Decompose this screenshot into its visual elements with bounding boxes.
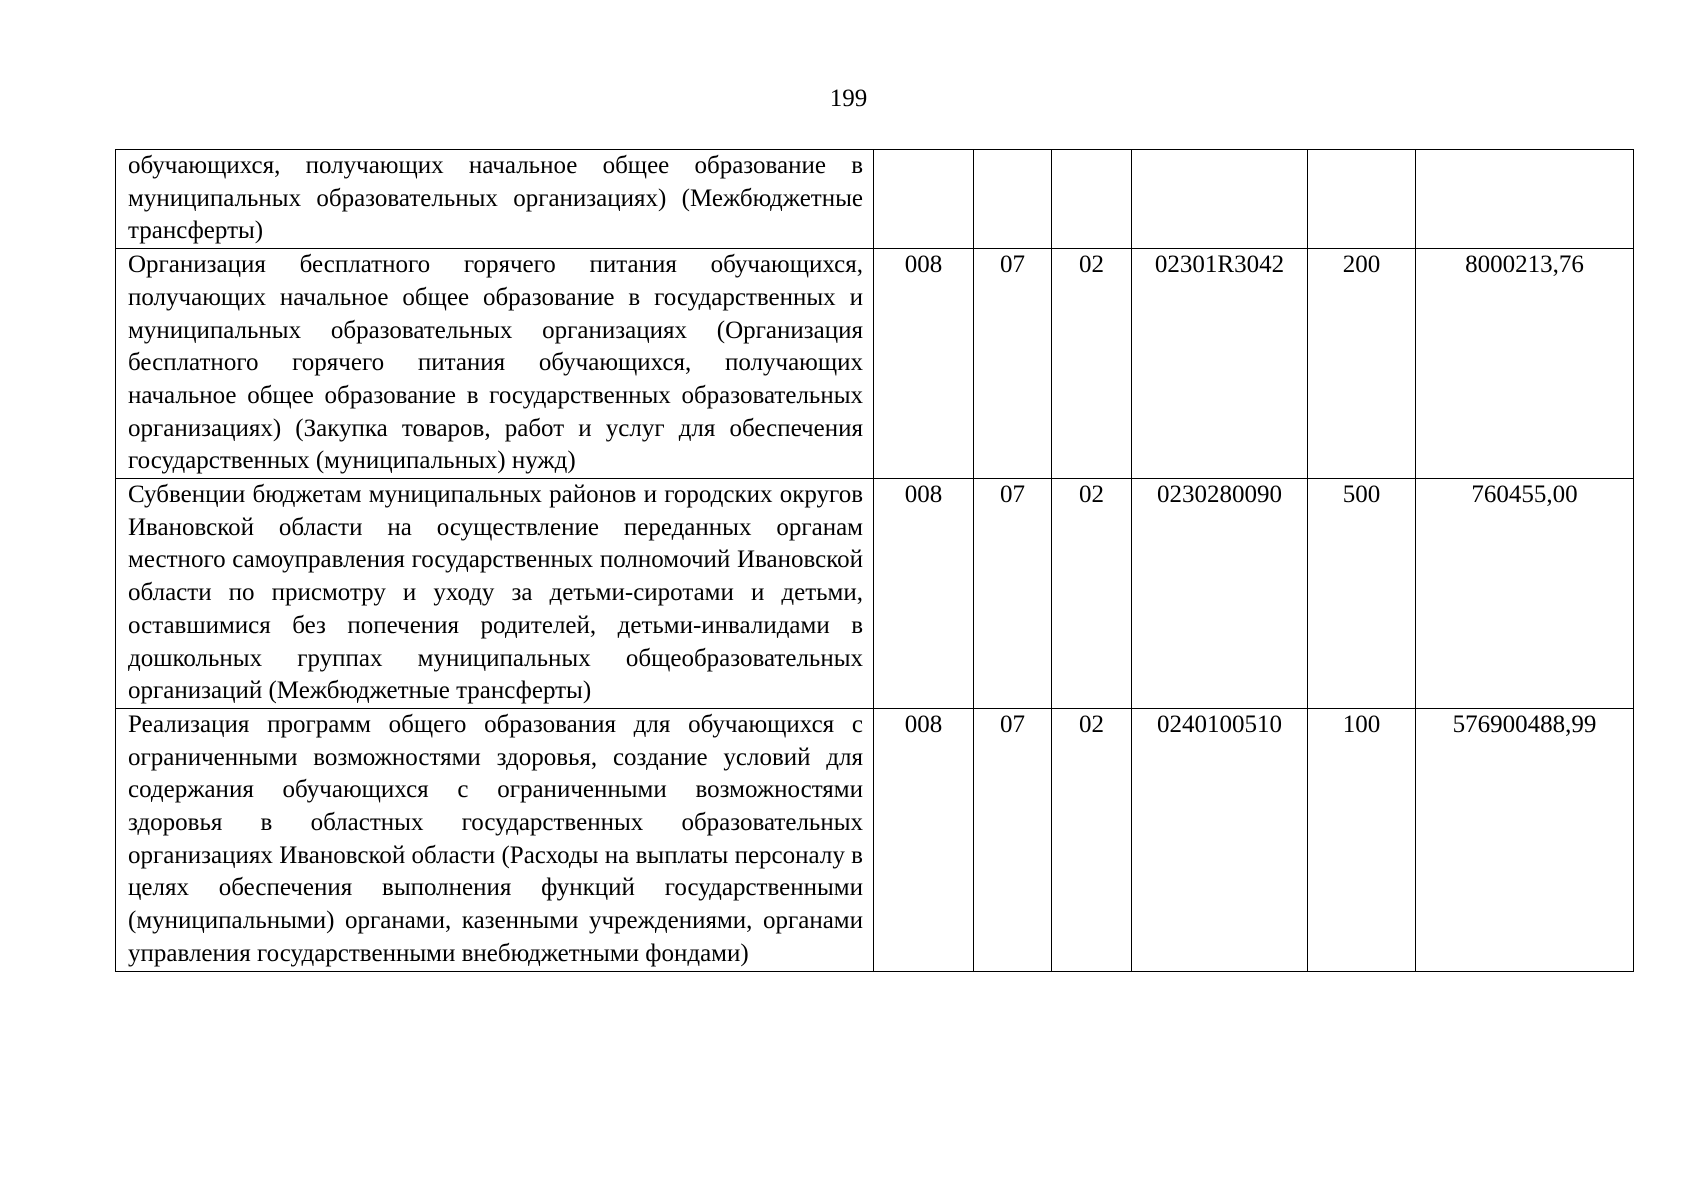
target-article-code (1132, 150, 1308, 249)
expense-type-code (1308, 150, 1416, 249)
table-row (116, 479, 1634, 709)
amount-value: 8000213,76 (1416, 249, 1634, 479)
table-row (116, 249, 1634, 479)
target-article-code: 02301R3042 (1132, 249, 1308, 479)
table-row (116, 150, 1634, 249)
expense-description: Реализация программ общего образования для обучающихся с ограниченными возможностями здоровья, создание условий для содержания обучающихся с ограниченными возможностями здоровья в областных государственных образовательных организациях Ивановской области (Расходы на выплаты персоналу в целях обеспечения выполнения функций государственными (муниципальными) органами, казенными учреждениями, органами управления государственными внебюджетными фондами) (116, 708, 874, 971)
expense-type-code: 500 (1308, 479, 1416, 709)
budget-table (115, 149, 1634, 972)
amount-value: 760455,00 (1416, 479, 1634, 709)
section-code (974, 150, 1052, 249)
subsection-code: 02 (1052, 479, 1132, 709)
amount-value: 576900488,99 (1416, 708, 1634, 971)
target-article-code: 0240100510 (1132, 708, 1308, 971)
expense-type-code: 100 (1308, 708, 1416, 971)
expense-type-code: 200 (1308, 249, 1416, 479)
ministry-code: 008 (874, 479, 974, 709)
section-code: 07 (974, 249, 1052, 479)
ministry-code: 008 (874, 708, 974, 971)
section-code: 07 (974, 708, 1052, 971)
subsection-code: 02 (1052, 249, 1132, 479)
section-code: 07 (974, 479, 1052, 709)
ministry-code: 008 (874, 249, 974, 479)
subsection-code: 02 (1052, 708, 1132, 971)
target-article-code: 0230280090 (1132, 479, 1308, 709)
ministry-code (874, 150, 974, 249)
table-row (116, 708, 1634, 971)
expense-description: обучающихся, получающих начальное общее образование в муниципальных образовательных организациях) (Межбюджетные трансферты) (116, 150, 874, 249)
expense-description: Субвенции бюджетам муниципальных районов и городских округов Ивановской области на осуществление переданных органам местного самоуправления государственных полномочий Ивановской области по присмотру и уходу за детьми-сиротами и детьми, оставшимися без попечения родителей, детьми-инвалидами в дошкольных группах муниципальных общеобразовательных организаций (Межбюджетные трансферты) (116, 479, 874, 709)
expense-description: Организация бесплатного горячего питания обучающихся, получающих начальное общее образование в государственных и муниципальных образовательных организациях (Организация бесплатного горячего питания обучающихся, получающих начальное общее образование в государственных образовательных организациях) (Закупка товаров, работ и услуг для обеспечения государственных (муниципальных) нужд) (116, 249, 874, 479)
amount-value (1416, 150, 1634, 249)
page-number: 199 (829, 85, 868, 112)
subsection-code (1052, 150, 1132, 249)
